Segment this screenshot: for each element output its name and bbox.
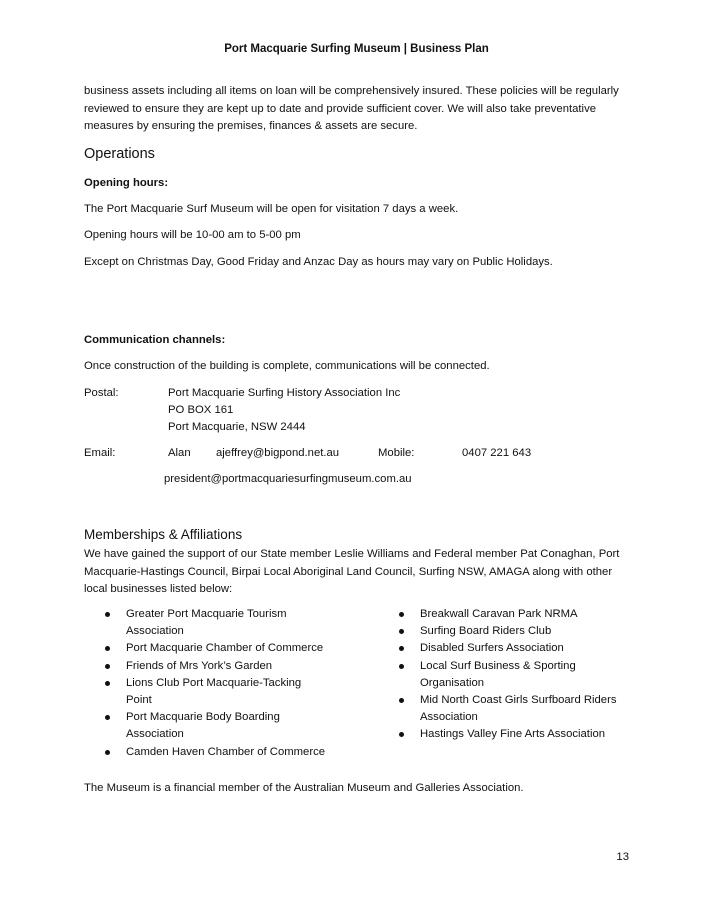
contact-name: Alan: [168, 447, 191, 459]
affiliations-list-right: [399, 606, 639, 744]
list-item-text: Port Macquarie Body Boarding Association: [126, 711, 280, 741]
list-item-text: Local Surf Business & Sporting Organisation: [420, 659, 576, 689]
operations-heading: Operations: [84, 146, 155, 162]
list-item-text: Camden Haven Chamber of Commerce: [126, 745, 326, 758]
memberships-closing: The Museum is a financial member of the Australian Museum and Galleries Association.: [84, 782, 524, 794]
bullet-icon: [105, 646, 110, 651]
list-item-text: Greater Port Macquarie Tourism Association: [126, 608, 287, 638]
operations-line-1: The Port Macquarie Surf Museum will be open for visitation 7 days a week.: [84, 203, 459, 215]
list-item: [399, 658, 639, 692]
intro-paragraph: business assets including all items on loan will be comprehensively insured. These policies will be regularly reviewed to ensure they are kept up to date and provide sufficient cover. We will also take preventative measures by ensuring the premises, finances & assets are secure.: [84, 85, 619, 132]
list-item-text: Breakwall Caravan Park NRMA: [420, 608, 578, 620]
bullet-icon: [399, 629, 404, 634]
affiliations-list-left: [105, 606, 345, 761]
list-item: [399, 692, 639, 726]
list-item: [399, 623, 639, 640]
list-item: [105, 709, 345, 743]
communication-label: Communication channels:: [84, 334, 226, 346]
postal-label: Postal:: [84, 387, 119, 399]
list-item: [399, 726, 639, 743]
bullet-icon: [399, 612, 404, 617]
list-item: [105, 658, 345, 675]
bullet-icon: [105, 664, 110, 669]
email-label: Email:: [84, 447, 116, 459]
list-item: [105, 675, 345, 709]
list-item-text: Hastings Valley Fine Arts Association: [420, 728, 606, 741]
list-item-text: Friends of Mrs York’s Garden: [126, 659, 273, 672]
list-item: [399, 606, 639, 623]
list-item-text: Lions Club Port Macquarie-Tacking Point: [126, 676, 302, 707]
email-address-2[interactable]: president@portmacquariesurfingmuseum.com.au: [164, 473, 412, 485]
postal-line-1: Port Macquarie Surfing History Association Inc: [168, 387, 401, 399]
page-number: 13: [616, 851, 629, 863]
email-address-1[interactable]: ajeffrey@bigpond.net.au: [216, 447, 340, 459]
bullet-icon: [105, 715, 110, 720]
opening-hours-label: Opening hours:: [84, 177, 169, 189]
bullet-icon: [399, 646, 404, 651]
list-item: [399, 640, 639, 657]
communication-intro: Once construction of the building is complete, communications will be connected.: [84, 360, 490, 372]
mobile-label: Mobile:: [378, 447, 415, 459]
postal-line-3: Port Macquarie, NSW 2444: [168, 421, 306, 433]
bullet-icon: [399, 664, 404, 669]
operations-line-2: Opening hours will be 10-00 am to 5-00 pm: [84, 229, 301, 241]
bullet-icon: [105, 681, 110, 686]
list-item-text: Disabled Surfers Association: [420, 642, 564, 655]
list-item: [105, 640, 345, 657]
list-item-text: Port Macquarie Chamber of Commerce: [126, 642, 324, 655]
list-item-text: Mid North Coast Girls Surfboard Riders Association: [420, 694, 617, 724]
mobile-number: 0407 221 643: [462, 447, 532, 459]
list-item-text: Surfing Board Riders Club: [420, 625, 552, 638]
memberships-heading: Memberships & Affiliations: [84, 527, 243, 542]
operations-line-3: Except on Christmas Day, Good Friday and Anzac Day as hours may vary on Public Holidays.: [84, 256, 553, 268]
bullet-icon: [399, 698, 404, 703]
list-item: [105, 606, 345, 640]
bullet-icon: [399, 732, 404, 737]
page-header-title: Port Macquarie Surfing Museum | Business Plan: [224, 43, 489, 55]
list-item: [105, 744, 345, 761]
postal-line-2: PO BOX 161: [168, 404, 234, 416]
bullet-icon: [105, 612, 110, 617]
bullet-icon: [105, 750, 110, 755]
memberships-intro: We have gained the support of our State member Leslie Williams and Federal member Pat Conaghan, Port Macquarie-Hastings Council, Birpai Local Aboriginal Land Council, Surfing NSW, AMAGA along with other local businesses listed below:: [84, 548, 620, 595]
